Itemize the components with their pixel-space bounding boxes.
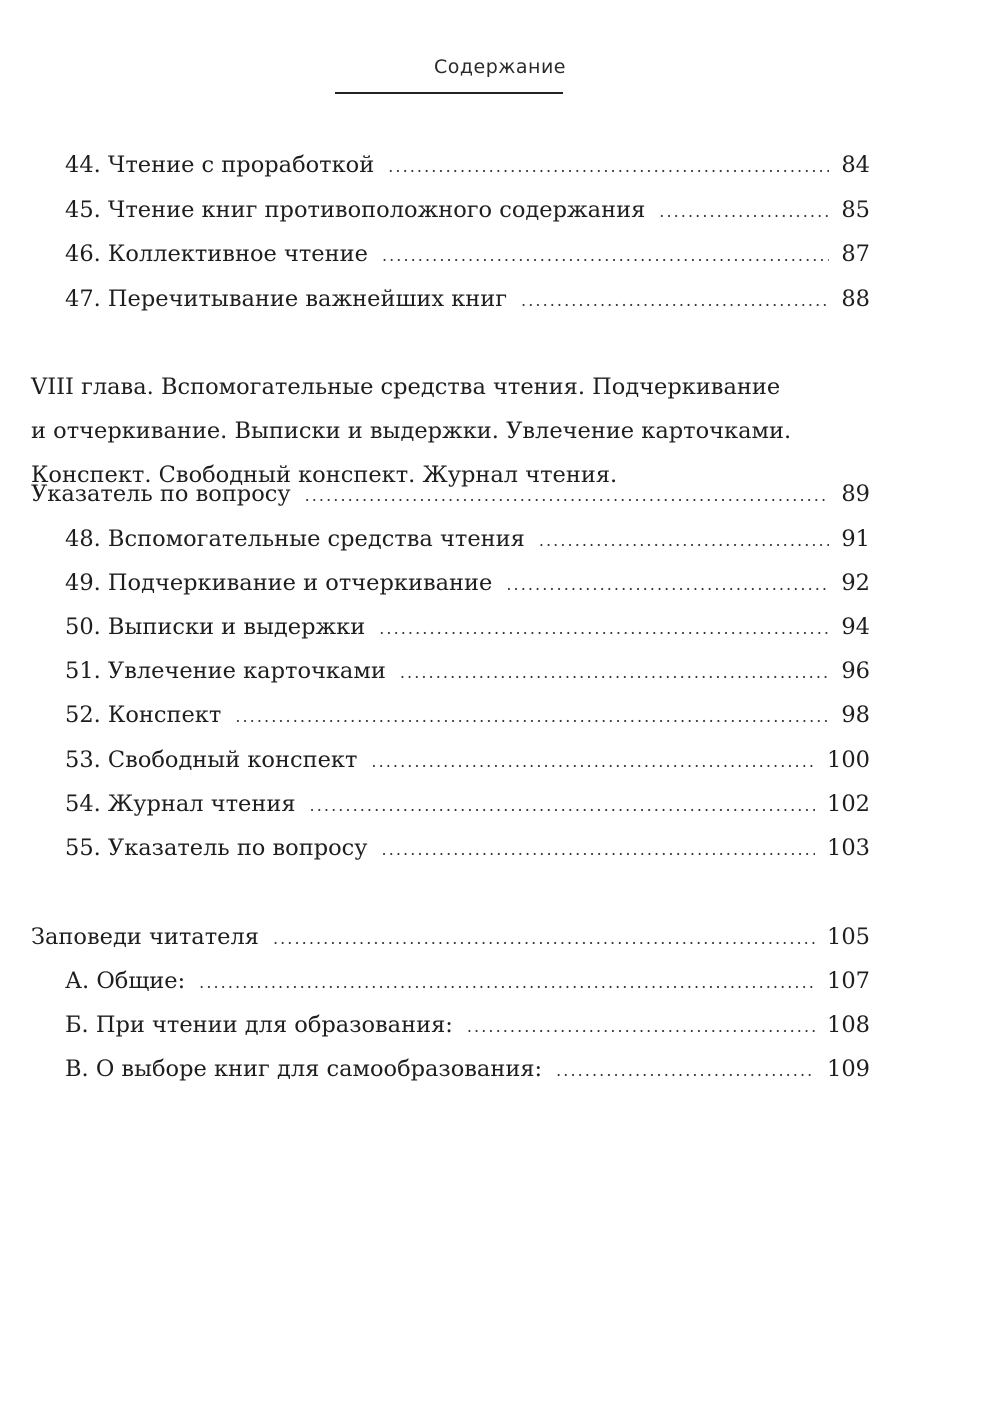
toc-entry-53: [65, 745, 870, 775]
running-title: Содержание: [434, 56, 566, 78]
dot-leader: [506, 570, 829, 600]
toc-entry-page: 94: [841, 614, 870, 640]
header-rule: [335, 92, 563, 94]
toc-entry-label: В. О выборе книг для самообразования:: [65, 1056, 543, 1082]
dot-leader: [400, 658, 830, 688]
dot-leader: [235, 702, 829, 732]
toc-entry-51: [65, 656, 870, 686]
dot-leader: [659, 197, 829, 227]
dot-leader: [199, 968, 815, 998]
toc-entry-47: [65, 284, 870, 314]
toc-entry-50: [65, 612, 870, 642]
dot-leader: [371, 747, 815, 777]
toc-entry-49: [65, 568, 870, 598]
toc-entry-page: 96: [841, 658, 870, 684]
dot-leader: [382, 241, 829, 271]
toc-entry-label: 45. Чтение книг противоположного содержания: [65, 197, 646, 223]
toc-entry-page: 103: [827, 835, 870, 861]
toc-entry-54: [65, 789, 870, 819]
dot-leader: [305, 481, 830, 511]
chapter-heading-entry: [31, 479, 870, 509]
toc-entry-page: 107: [827, 968, 870, 994]
dot-leader: [273, 924, 815, 954]
dot-leader: [556, 1056, 815, 1086]
dot-leader: [388, 152, 829, 182]
chapter-heading-line-2: и отчеркивание. Выписки и выдержки. Увлечение карточками.: [31, 418, 792, 444]
toc-entry-page: 108: [827, 1012, 870, 1038]
toc-entry-label: 46. Коллективное чтение: [65, 241, 368, 267]
dot-leader: [539, 526, 830, 556]
toc-entry-label: Заповеди читателя: [31, 924, 259, 950]
dot-leader: [467, 1012, 815, 1042]
toc-entry-label: 48. Вспомогательные средства чтения: [65, 526, 525, 552]
toc-entry-label: 53. Свободный конспект: [65, 747, 358, 773]
toc-entry-page: 100: [827, 747, 870, 773]
dot-leader: [382, 835, 816, 865]
chapter-heading-line-3: Конспект. Свободный конспект. Журнал чтения.: [31, 462, 618, 488]
toc-entry-label: 51. Увлечение карточками: [65, 658, 386, 684]
chapter-heading-line-1: VIII глава. Вспомогательные средства чтения. Подчеркивание: [31, 374, 781, 400]
toc-entry-48: [65, 524, 870, 554]
toc-entry-page: 89: [841, 481, 870, 507]
toc-entry-44: [65, 150, 870, 180]
toc-entry-label: 54. Журнал чтения: [65, 791, 296, 817]
toc-entry-commandments-b: [65, 1010, 870, 1040]
toc-entry-label: А. Общие:: [65, 968, 186, 994]
toc-entry-page: 92: [841, 570, 870, 596]
toc-entry-page: 109: [827, 1056, 870, 1082]
toc-entry-52: [65, 700, 870, 730]
toc-entry-commandments-v: [65, 1054, 870, 1084]
dot-leader: [379, 614, 829, 644]
toc-entry-label: 47. Перечитывание важнейших книг: [65, 286, 508, 312]
toc-entry-label: 50. Выписки и выдержки: [65, 614, 366, 640]
toc-entry-page: 88: [841, 286, 870, 312]
toc-entry-page: 105: [827, 924, 870, 950]
toc-entry-label: Б. При чтении для образования:: [65, 1012, 453, 1038]
toc-entry-page: 85: [841, 197, 870, 223]
toc-entry-label: 55. Указатель по вопросу: [65, 835, 368, 861]
toc-entry-page: 102: [827, 791, 870, 817]
toc-entry-label: 52. Конспект: [65, 702, 222, 728]
toc-entry-label: 49. Подчеркивание и отчеркивание: [65, 570, 493, 596]
toc-entry-45: [65, 195, 870, 225]
toc-entry-page: 91: [841, 526, 870, 552]
toc-entry-label: 44. Чтение с проработкой: [65, 152, 375, 178]
toc-entry-46: [65, 239, 870, 269]
toc-entry-page: 84: [841, 152, 870, 178]
chapter-heading-line-4: Указатель по вопросу: [31, 481, 291, 507]
dot-leader: [521, 286, 829, 316]
dot-leader: [310, 791, 816, 821]
toc-entry-page: 87: [841, 241, 870, 267]
toc-entry-55: [65, 833, 870, 863]
toc-entry-page: 98: [841, 702, 870, 728]
toc-entry-commandments: [31, 922, 870, 952]
toc-entry-commandments-a: [65, 966, 870, 996]
